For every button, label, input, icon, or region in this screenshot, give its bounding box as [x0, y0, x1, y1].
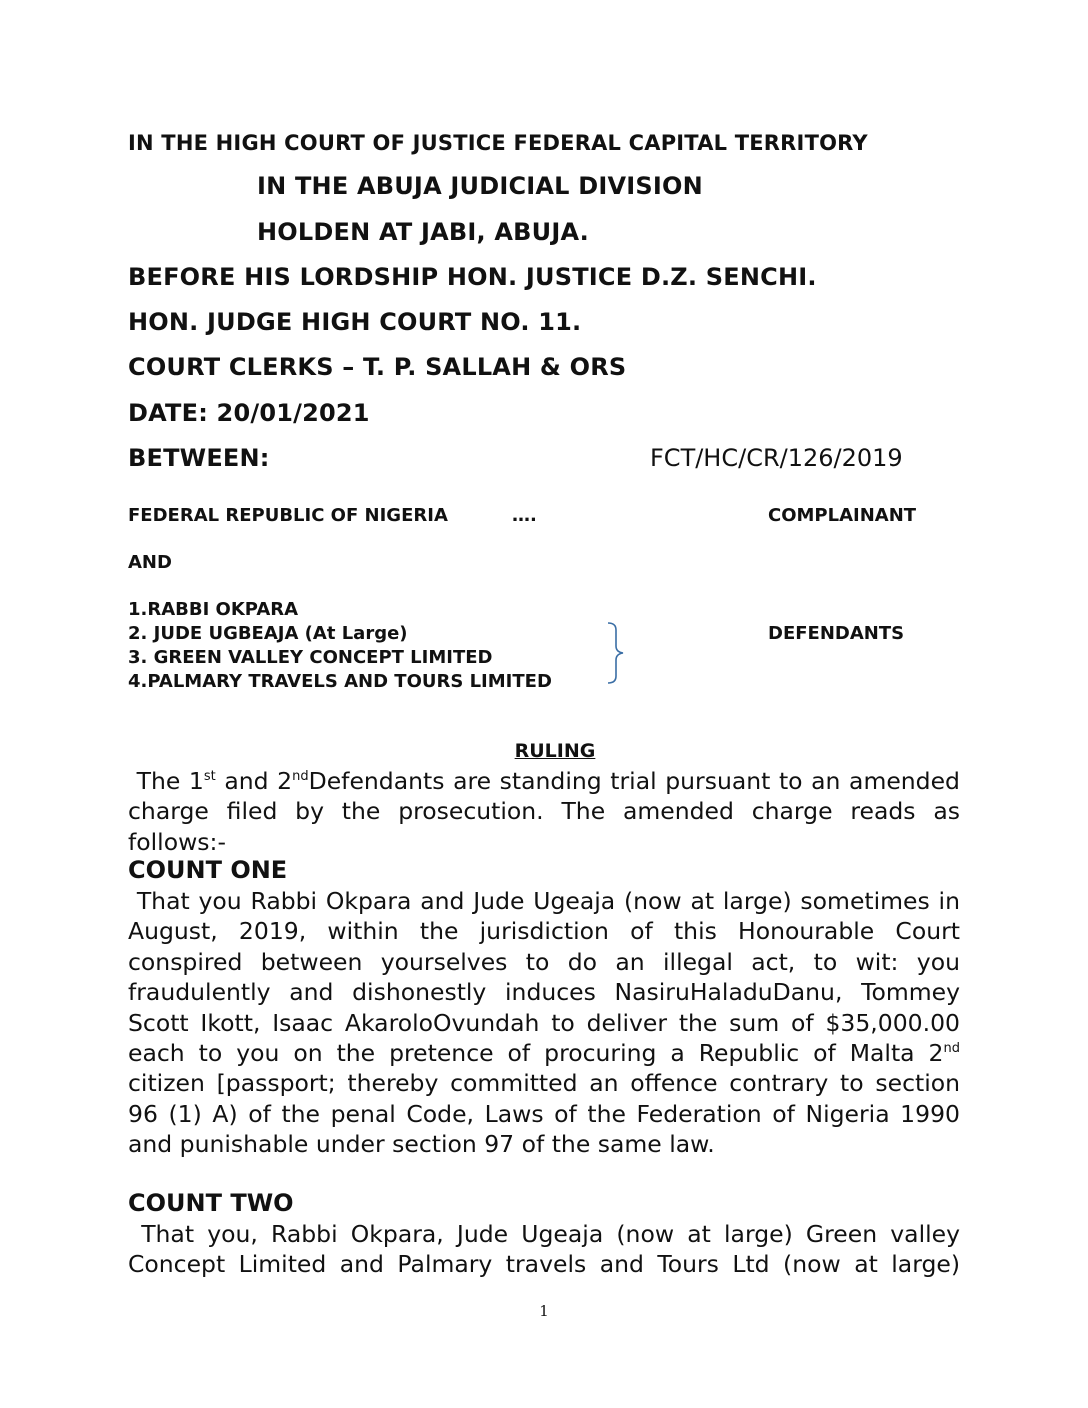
- count-one-heading: COUNT ONE: [128, 856, 288, 884]
- date-line: DATE: 20/01/2021: [128, 399, 370, 427]
- count-one-sup: nd: [943, 1041, 960, 1057]
- intro-sup-1: st: [203, 769, 216, 785]
- intro-text-a: The 1: [136, 767, 204, 795]
- count-two-heading: COUNT TWO: [128, 1189, 294, 1217]
- defendant-2: 2. JUDE UGBEAJA (At Large): [128, 623, 408, 644]
- count-one-text-a: That you Rabbi Okpara and Jude Ugeaja (now at large) sometimes in August, 2019, within the jurisdiction of this Honourable Court conspired between yourselves to do an illegal act, to wit: you fraudulently and dishonestly induces NasiruHaladuDanu, Tommey Scott Ikott, Isaac AkaroloOvundah to deliver the sum of $35,000.00 each to you on the pretence of procuring a Republic of Malta 2: [128, 887, 960, 1068]
- complainant-dots: ….: [512, 505, 537, 526]
- complainant-role: COMPLAINANT: [768, 505, 917, 526]
- holden-line: HOLDEN AT JABI, ABUJA.: [257, 218, 589, 246]
- defendants-brace: [606, 622, 630, 684]
- count-two-paragraph: [128, 1219, 960, 1280]
- count-one-text-b: citizen [passport; thereby committed an offence contrary to section 96 (1) A) of the penal Code, Laws of the Federation of Nigeria 1990 and punishable under section 97 of the same law.: [128, 1069, 960, 1159]
- defendant-1: 1.RABBI OKPARA: [128, 599, 299, 620]
- page-number: 1: [539, 1302, 549, 1320]
- complainant-name: FEDERAL REPUBLIC OF NIGERIA: [128, 505, 448, 526]
- before-line: BEFORE HIS LORDSHIP HON. JUSTICE D.Z. SENCHI.: [128, 263, 817, 291]
- suit-number: FCT/HC/CR/126/2019: [650, 444, 903, 472]
- count-two-text: That you, Rabbi Okpara, Jude Ugeaja (now at large) Green valley Concept Limited and Palmary travels and Tours Ltd (now at large): [128, 1220, 960, 1279]
- and-label: AND: [128, 552, 172, 573]
- ruling-title: RULING: [514, 740, 596, 762]
- intro-paragraph: [128, 766, 960, 857]
- division-title: IN THE ABUJA JUDICIAL DIVISION: [257, 172, 703, 200]
- intro-text-c: Defendants are standing trial pursuant to an amended charge filed by the prosecution. The amended charge reads as follows:-: [128, 767, 960, 856]
- court-title: IN THE HIGH COURT OF JUSTICE FEDERAL CAPITAL TERRITORY: [128, 131, 868, 155]
- defendant-3: 3. GREEN VALLEY CONCEPT LIMITED: [128, 647, 493, 668]
- intro-sup-2: nd: [292, 769, 309, 785]
- count-one-paragraph: [128, 886, 960, 1160]
- judge-line: HON. JUDGE HIGH COURT NO. 11.: [128, 308, 582, 336]
- between-label: BETWEEN:: [128, 444, 270, 472]
- defendant-4: 4.PALMARY TRAVELS AND TOURS LIMITED: [128, 671, 552, 692]
- clerks-line: COURT CLERKS – T. P. SALLAH & ORS: [128, 353, 627, 381]
- intro-text-b: and 2: [215, 767, 293, 795]
- defendants-role: DEFENDANTS: [768, 623, 905, 644]
